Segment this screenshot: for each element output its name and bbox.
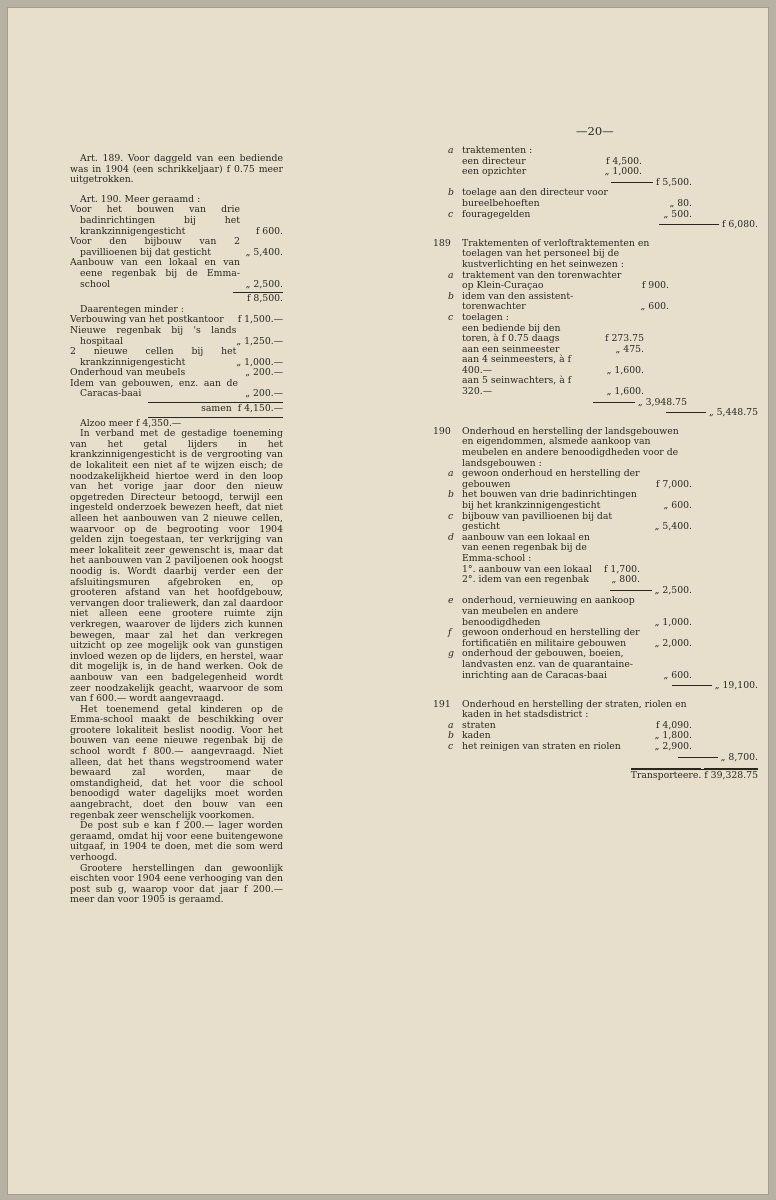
item-amount: „ 500.: [663, 208, 692, 220]
item-amount: f 1,700.: [604, 563, 640, 575]
item-pavillioenen: Voor den bijbouw van 2 pavillioenen bij dat gesticht: [70, 236, 240, 258]
item-badinrichtingen: Voor het bouwen van drie badinrichtingen bij het krankzinnigengesticht: [70, 204, 240, 237]
item-text: traktement van den torenwachter op Klein-Curaçao: [462, 269, 622, 292]
section-heading: Traktementen of verloftraktementen en toelagen van het personeel bij de kustverlichting en het seinwezen :: [462, 237, 650, 270]
item-text: idem van den assistent-torenwachter: [462, 290, 574, 313]
item-amount: „ 2,900.: [654, 741, 692, 753]
paragraph-art-189: Art. 189. Voor daggeld van een bediende was in 1904 (een schrikkeljaar) f 0.75 meer uitgetrokken.: [70, 153, 283, 186]
item-text: gewoon onderhoud en herstelling der gebouwen: [462, 468, 640, 490]
section-number: 191: [433, 698, 451, 710]
item-amount: „ 1,250.—: [236, 335, 283, 347]
item-amount: „ 1,600.: [606, 386, 644, 398]
minder-item: Onderhoud van meubels: [70, 367, 186, 379]
item-amount: „ 1,800.: [654, 730, 692, 742]
alzoo-meer: Alzoo meer f 4,350.—: [80, 417, 182, 429]
item-amount: f 4,090.: [656, 719, 692, 731]
item-text: aan 5 seinwachters, à f 320.—: [462, 375, 572, 398]
item-amount: „ 800.: [611, 574, 640, 586]
minder-item: Verbouwing van het postkantoor: [70, 314, 224, 326]
item-text: aan 4 seinmeesters, à f 400.—: [462, 354, 572, 376]
item-amount: „ 1,000.: [654, 616, 692, 628]
item-letter: a: [448, 269, 454, 281]
item-amount: f 4,500.: [606, 155, 642, 167]
item-letter: a: [448, 719, 454, 731]
item-amount: f 900.: [641, 280, 669, 292]
item-amount: f 273.75: [605, 333, 644, 345]
right-column: [433, 146, 758, 782]
item-letter: e: [448, 595, 454, 607]
left-column: [70, 154, 283, 906]
item-text: 1°. aanbouw van een lokaal: [462, 563, 592, 575]
item-amount: „ 600.: [640, 301, 669, 313]
item-text: het bouwen van drie badinrichtingen bij het krankzinnigengesticht: [462, 489, 637, 511]
document-page: [8, 8, 768, 1194]
page-number: —20—: [576, 124, 614, 138]
item-amount: „ 3,948.75: [637, 396, 687, 408]
section-total: „ 19,100.: [714, 680, 758, 692]
section-total: f 6,080.: [722, 219, 758, 231]
paragraph-emma-school: Het toenemend getal kinderen op de Emma-school maakt de beschikking over grootere lokaliteit beslist noodig. Voor het bouwen van eene nieuwe regenbak bij de school wordt f 800.— aangevraagd. Niet alleen, dat het thans wegstroomend water bewaard zal worden, maar de omstandigheid, dat het voor die school benoodigd water dagelijks moet worden aangebracht, doet den bouw van een regenbak zeer wenschelijk voorkomen.: [70, 703, 283, 821]
item-amount: „ 5,400.: [245, 246, 283, 258]
item-amount: „ 2,500.: [245, 278, 283, 290]
item-text: aan een seinmeester: [462, 343, 560, 355]
item-amount: „ 80.: [669, 197, 692, 209]
item-letter: b: [448, 290, 454, 302]
section-total: „ 5,448.75: [708, 407, 758, 419]
item-lokaal: Aanbouw van een lokaal en van eene regenbak bij de Emma-school: [70, 257, 240, 290]
item-text: straten: [462, 719, 496, 731]
section-number: 190: [433, 425, 451, 437]
item-letter: c: [448, 311, 454, 323]
item-amount: „ 600.: [663, 500, 692, 511]
section-heading: Onderhoud en herstelling der landsgebouwen en eigendommen, alsmede aankoop van meubelen en andere benoodigdheden voor de landsgebouwen :: [462, 425, 679, 469]
samen-amount: f 4,150.—: [237, 403, 283, 415]
samen-label: samen: [201, 403, 232, 415]
paragraph-post-e: De post sub e kan f 200.— lager worden geraamd, omdat hij voor eene buitengewone uitgaaf, in 1904 te doen, met die som werd verhoogd.: [70, 820, 283, 863]
item-letter: g: [448, 648, 454, 660]
section-heading: Onderhoud en herstelling der straten, riolen en kaden in het stadsdistrict :: [462, 698, 687, 721]
item-amount: „ 1,000.: [604, 166, 642, 178]
item-amount: „ 475.: [615, 343, 644, 355]
item-letter: a: [448, 145, 454, 156]
item-amount: f 600.: [255, 225, 283, 237]
item-text: toelage aan den directeur voor bureelbehoeften: [462, 187, 608, 209]
item-text: onderhoud, vernieuwing en aankoop van meubelen en andere benoodigdheden: [462, 595, 635, 628]
item-amount: „ 1,600.: [606, 364, 644, 376]
item-amount: „ 2,000.: [654, 637, 692, 649]
item-amount: „ 2,500.: [654, 584, 692, 596]
section-number: 189: [433, 237, 451, 249]
item-amount: „ 1,000.—: [236, 356, 283, 368]
item-letter: b: [448, 187, 454, 199]
item-text: het reinigen van straten en riolen: [462, 741, 621, 753]
item-amount: f 5,500.: [656, 176, 692, 188]
item-text: bijbouw van pavillioenen bij dat gesticht: [462, 510, 613, 533]
item-amount: f 7,000.: [656, 478, 692, 490]
item-text: 2°. idem van een regenbak: [462, 574, 589, 586]
item-text: onderhoud der gebouwen, boeien, landvasten enz. van de quarantaine-inrichting aan de Caracas-baai: [462, 648, 633, 681]
minder-item: Idem van gebouwen, enz. aan de Caracas-baai: [70, 377, 238, 400]
transport-amount: f 39,328.75: [704, 770, 758, 782]
item-text: een bediende bij den toren, à f 0.75 daags: [462, 322, 561, 345]
item-letter: c: [448, 741, 454, 753]
section-total: „ 8,700.: [720, 751, 758, 763]
item-text: fouragegelden: [462, 208, 531, 220]
item-amount: f 1,500.—: [237, 314, 283, 326]
item-letter: c: [448, 510, 454, 522]
item-text: toelagen :: [462, 311, 509, 323]
item-letter: b: [448, 730, 454, 742]
art-190-heading: Art. 190. Meer geraamd :: [80, 193, 201, 205]
item-text: traktementen :: [462, 145, 533, 156]
item-letter: a: [448, 468, 454, 480]
paragraph-krankzinnigengesticht: In verband met de gestadige toeneming van het getal lijders in het krankzinnigengesticht is de vergrooting van de lokaliteit een niet af te wijzen eisch; de noodzakelijkheid hiertoe werd in den loop van het vorige jaar door den nieuw opgetreden Directeur betoogd, terwijl een ingesteld onderzoek bewezen heeft, dat niet alleen het aanbouwen van 2 nieuwe cellen, waarvoor op de begrooting voor 1904 gelden zijn toegestaan, ter verkrijging van meer lokaliteit zeer gewenscht is, maar dat het aanbouwen van 2 paviljoenen ook hoogst noodig is. Wordt daarbij verder een der afsluitingsmuren afgebroken en, op grooteren afstand van het hoofdgebouw, vervangen door traliewerk, dan zal daardoor niet alleen eene grootere ruimte zijn verkregen, waarover de lijders zich kunnen bewegen, maar zal het dan verkregen uitzicht op zee mogelijk ook van gunstigen invloed wezen op de lijders, en herstel, waar dit mogelijk is, in de hand werken. Ook de aanbouw van een badgelegenheid wordt zeer noodzakelijk geacht, waarvoor de som van f 600.— wordt aangevraagd.: [70, 428, 283, 705]
item-amount: „ 5,400.: [654, 521, 692, 533]
item-text: kaden: [462, 730, 491, 742]
item-text: een directeur: [462, 155, 526, 167]
minder-item: Nieuwe regenbak bij 's lands hospitaal: [70, 324, 237, 347]
transport-label: Transporteere.: [630, 770, 702, 782]
item-letter: d: [448, 531, 454, 543]
item-amount: „ 200.—: [245, 367, 283, 379]
item-amount: „ 600.: [663, 669, 692, 681]
paragraph-post-g: Grootere herstellingen dan gewoonlijk eischten voor 1904 eene verhooging van den post sub g, waarop voor dat jaar f 200.— meer dan voor 1905 is geraamd.: [70, 862, 283, 906]
item-letter: c: [448, 208, 454, 220]
minder-heading: Daarentegen minder :: [80, 303, 184, 315]
item-letter: f: [448, 627, 452, 639]
item-text: een opzichter: [462, 166, 527, 178]
item-text: aanbouw van een lokaal en van eenen regenbak bij de Emma-school :: [462, 531, 590, 564]
subtotal: f 8,500.: [247, 293, 283, 305]
item-text: gewoon onderhoud en herstelling der fortificatiën en militaire gebouwen: [462, 627, 640, 649]
item-amount: „ 200.—: [245, 388, 283, 400]
transport-row: [433, 769, 758, 782]
minder-item: 2 nieuwe cellen bij het krankzinnigengesticht: [70, 346, 237, 368]
item-letter: b: [448, 489, 454, 501]
